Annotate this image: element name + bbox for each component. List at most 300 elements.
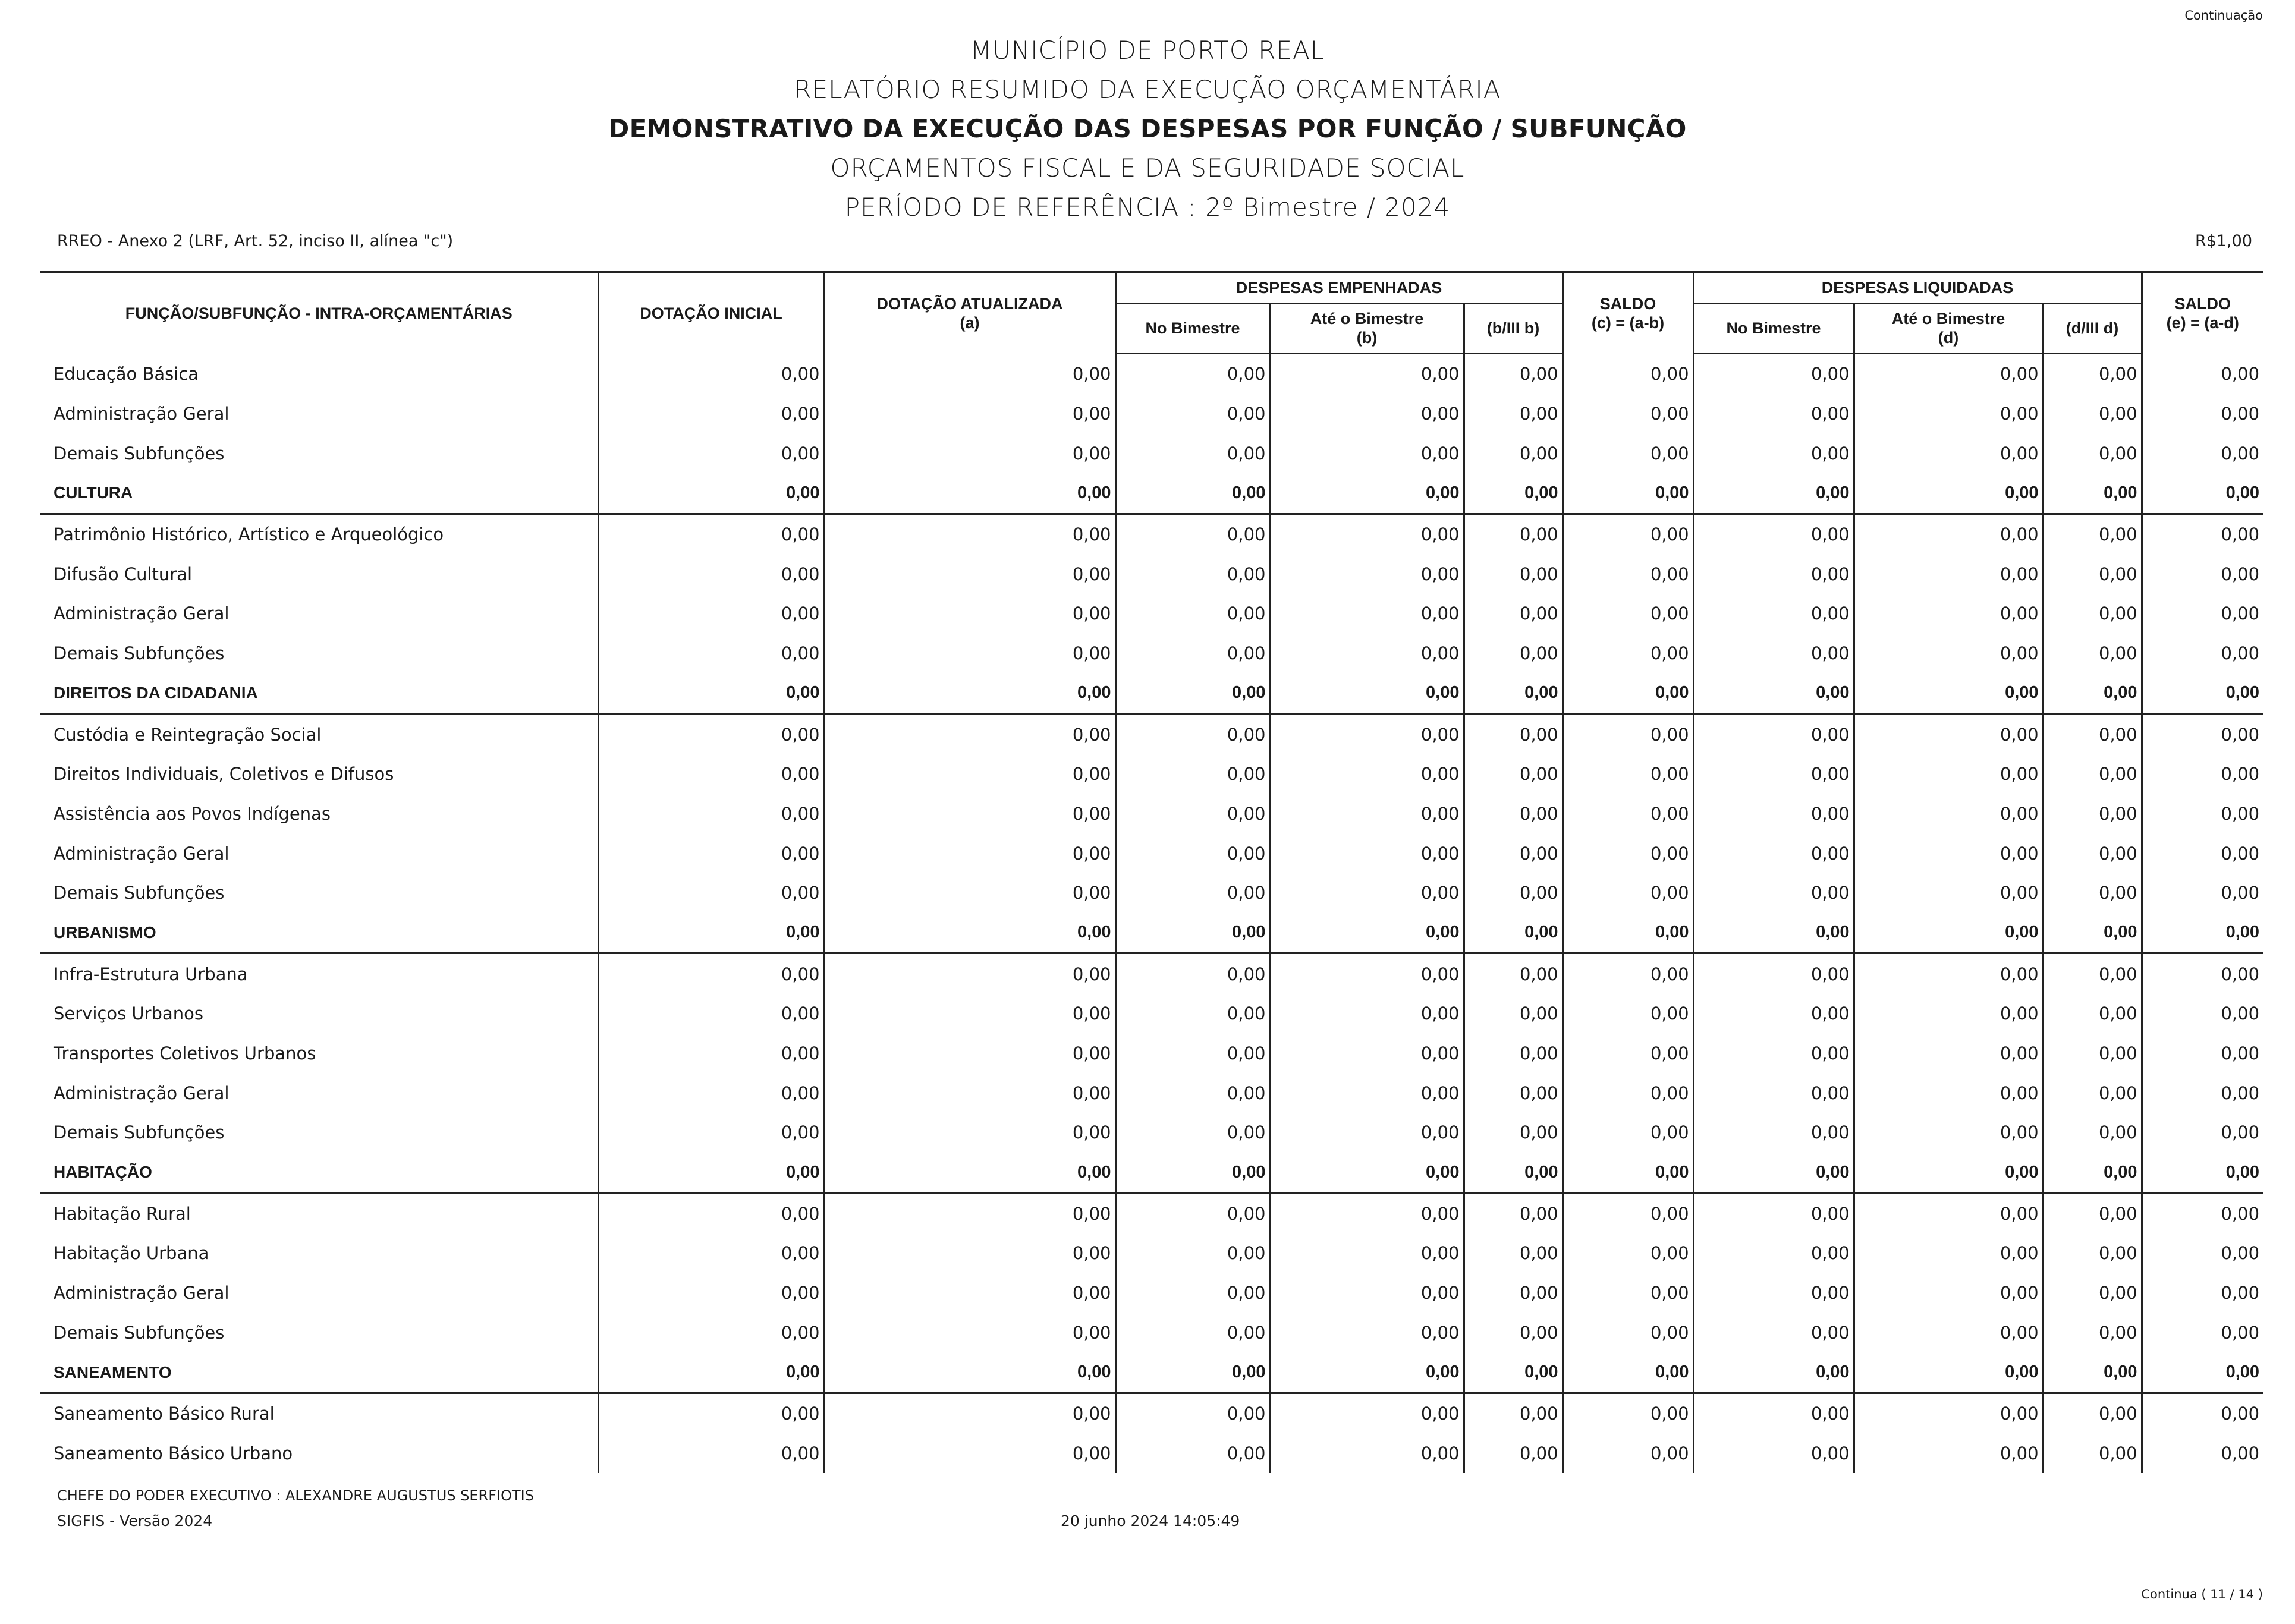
value-cell: 0,00 [1270,873,1464,913]
subfunction-label: Demais Subfunções [54,883,225,904]
function-label: SANEAMENTO [40,1352,598,1393]
value-cell: 0,00 [1270,673,1464,714]
value-cell: 0,00 [1115,873,1270,913]
value-cell: 0,00 [598,1393,824,1433]
value-cell: 0,00 [598,794,824,834]
value-cell: 0,00 [824,913,1115,953]
value-cell: 0,00 [1563,634,1693,673]
value-cell: 0,00 [1270,1034,1464,1074]
value-cell: 0,00 [1464,433,1563,473]
col-dotacao-atualizada-label: DOTAÇÃO ATUALIZADA [876,294,1063,313]
value-cell: 0,00 [1270,554,1464,594]
value-cell: 0,00 [1115,833,1270,873]
function-total-row [40,1352,2263,1393]
value-cell: 0,00 [598,1073,824,1113]
value-cell: 0,00 [1270,394,1464,434]
value-cell: 0,00 [1464,833,1563,873]
value-cell: 0,00 [1563,554,1693,594]
value-cell: 0,00 [824,1233,1115,1273]
value-cell: 0,00 [2142,1153,2263,1193]
function-total-row [40,673,2263,714]
value-cell: 0,00 [824,1352,1115,1393]
col-emp-ate-bimestre [1270,303,1464,354]
value-cell: 0,00 [1115,554,1270,594]
value-cell: 0,00 [1563,1193,1693,1233]
value-cell: 0,00 [598,634,824,673]
value-cell: 0,00 [1854,634,2043,673]
value-cell: 0,00 [1270,1273,1464,1313]
value-cell: 0,00 [1854,514,2043,554]
table-row [40,714,2263,754]
value-cell: 0,00 [1563,1393,1693,1433]
value-cell: 0,00 [2043,1073,2142,1113]
value-cell: 0,00 [1854,794,2043,834]
value-cell: 0,00 [1464,554,1563,594]
value-cell: 0,00 [1464,354,1563,394]
col-group-liquidadas: DESPESAS LIQUIDADAS [1693,272,2142,304]
value-cell: 0,00 [1563,1073,1693,1113]
table-header [40,272,2263,354]
value-cell: 0,00 [1693,1034,1854,1074]
value-cell: 0,00 [1115,1393,1270,1433]
value-cell: 0,00 [2043,433,2142,473]
subfunction-label: Demais Subfunções [54,1122,225,1143]
value-cell: 0,00 [1563,354,1693,394]
value-cell: 0,00 [1693,953,1854,994]
report-title: RELATÓRIO RESUMIDO DA EXECUÇÃO ORÇAMENTÁRIA [794,75,1501,104]
value-cell: 0,00 [824,1073,1115,1113]
reference-period: PERÍODO DE REFERÊNCIA : 2º Bimestre / 2024 [844,193,1451,222]
value-cell: 0,00 [1464,1153,1563,1193]
table-row [40,1273,2263,1313]
value-cell: 0,00 [598,1113,824,1153]
value-cell: 0,00 [2142,1434,2263,1474]
value-cell: 0,00 [2043,394,2142,434]
value-cell: 0,00 [2043,994,2142,1034]
col-liq-no-bimestre: No Bimestre [1693,303,1854,354]
subfunction-label: Serviços Urbanos [54,1003,203,1024]
value-cell: 0,00 [598,833,824,873]
function-label: DIREITOS DA CIDADANIA [40,673,598,714]
value-cell: 0,00 [2142,1233,2263,1273]
table-row [40,994,2263,1034]
value-cell: 0,00 [1563,1434,1693,1474]
value-cell: 0,00 [1854,1113,2043,1153]
value-cell: 0,00 [1115,433,1270,473]
value-cell: 0,00 [1270,473,1464,514]
value-cell: 0,00 [598,1153,824,1193]
table-row [40,1193,2263,1233]
col-saldo-e-sub: (e) = (a-d) [2166,313,2239,332]
value-cell: 0,00 [1270,833,1464,873]
value-cell: 0,00 [2142,1393,2263,1433]
value-cell: 0,00 [824,754,1115,794]
table-row [40,1434,2263,1474]
value-cell: 0,00 [824,354,1115,394]
value-cell: 0,00 [1854,1073,2043,1113]
value-cell: 0,00 [598,1352,824,1393]
value-cell: 0,00 [1270,1153,1464,1193]
value-cell: 0,00 [1464,754,1563,794]
col-dotacao-atualizada [824,272,1115,354]
value-cell: 0,00 [824,1113,1115,1153]
value-cell: 0,00 [824,1313,1115,1353]
value-cell: 0,00 [1693,1352,1854,1393]
value-cell: 0,00 [2142,634,2263,673]
col-liq-ate-bimestre-sub: (d) [1938,329,1959,347]
value-cell: 0,00 [2043,714,2142,754]
value-cell: 0,00 [1693,1434,1854,1474]
subfunction-label: Administração Geral [54,404,230,424]
value-cell: 0,00 [1854,1434,2043,1474]
value-cell: 0,00 [824,1153,1115,1193]
table-row [40,754,2263,794]
value-cell: 0,00 [1563,1352,1693,1393]
value-cell: 0,00 [1464,1313,1563,1353]
value-cell: 0,00 [1464,1073,1563,1113]
value-cell: 0,00 [1115,1233,1270,1273]
value-cell: 0,00 [1693,394,1854,434]
subfunction-label: Demais Subfunções [54,443,225,464]
value-cell: 0,00 [1270,354,1464,394]
value-cell: 0,00 [2142,594,2263,634]
value-cell: 0,00 [1115,1193,1270,1233]
value-cell: 0,00 [2142,714,2263,754]
subfunction-label: Administração Geral [54,1283,230,1304]
value-cell: 0,00 [2043,1153,2142,1193]
value-cell: 0,00 [598,554,824,594]
value-cell: 0,00 [1563,953,1693,994]
value-cell: 0,00 [1270,754,1464,794]
value-cell: 0,00 [1563,1113,1693,1153]
value-cell: 0,00 [598,1034,824,1074]
col-emp-ate-bimestre-label: Até o Bimestre [1310,310,1424,328]
value-cell: 0,00 [1693,994,1854,1034]
table-row [40,1313,2263,1353]
executive-chief: CHEFE DO PODER EXECUTIVO : ALEXANDRE AUGUSTUS SERFIOTIS [57,1487,534,1504]
value-cell: 0,00 [2142,1113,2263,1153]
generated-datetime: 20 junho 2024 14:05:49 [1061,1512,1240,1529]
value-cell: 0,00 [1693,1073,1854,1113]
col-funcao: FUNÇÃO/SUBFUNÇÃO - INTRA-ORÇAMENTÁRIAS [125,304,513,322]
budget-scope: ORÇAMENTOS FISCAL E DA SEGURIDADE SOCIAL [830,153,1465,182]
value-cell: 0,00 [1464,794,1563,834]
value-cell: 0,00 [1693,514,1854,554]
value-cell: 0,00 [2043,1434,2142,1474]
table-row [40,554,2263,594]
value-cell: 0,00 [2043,1393,2142,1433]
value-cell: 0,00 [2142,673,2263,714]
value-cell: 0,00 [1464,594,1563,634]
value-cell: 0,00 [1464,1233,1563,1273]
value-cell: 0,00 [1693,594,1854,634]
col-emp-pct: (b/III b) [1464,303,1563,354]
subfunction-label: Administração Geral [54,843,230,864]
municipality-title: MUNICÍPIO DE PORTO REAL [970,36,1325,65]
value-cell: 0,00 [1854,1034,2043,1074]
value-cell: 0,00 [824,1434,1115,1474]
value-cell: 0,00 [1563,594,1693,634]
subfunction-label: Habitação Urbana [54,1243,209,1264]
value-cell: 0,00 [2043,1193,2142,1233]
value-cell: 0,00 [1270,1352,1464,1393]
value-cell: 0,00 [1854,1352,2043,1393]
value-cell: 0,00 [1115,594,1270,634]
value-cell: 0,00 [1464,394,1563,434]
value-cell: 0,00 [824,1034,1115,1074]
value-cell: 0,00 [1693,873,1854,913]
value-cell: 0,00 [2043,1352,2142,1393]
value-cell: 0,00 [1270,1073,1464,1113]
value-cell: 0,00 [1270,594,1464,634]
value-cell: 0,00 [1270,514,1464,554]
value-cell: 0,00 [1693,913,1854,953]
value-cell: 0,00 [1115,354,1270,394]
col-saldo-c-sub: (c) = (a-b) [1591,313,1665,332]
value-cell: 0,00 [2142,873,2263,913]
table-row [40,594,2263,634]
value-cell: 0,00 [598,514,824,554]
value-cell: 0,00 [598,913,824,953]
value-cell: 0,00 [1854,1233,2043,1273]
subfunction-label: Administração Geral [54,1082,230,1103]
value-cell: 0,00 [1563,994,1693,1034]
col-saldo-e [2142,272,2263,354]
value-cell: 0,00 [1464,953,1563,994]
function-label: URBANISMO [40,913,598,953]
value-cell: 0,00 [2043,354,2142,394]
value-cell: 0,00 [2043,794,2142,834]
value-cell: 0,00 [1464,473,1563,514]
value-cell: 0,00 [598,1313,824,1353]
value-cell: 0,00 [1563,833,1693,873]
value-cell: 0,00 [598,354,824,394]
value-cell: 0,00 [1115,1352,1270,1393]
function-label: CULTURA [40,473,598,514]
value-cell: 0,00 [1464,634,1563,673]
value-cell: 0,00 [1854,953,2043,994]
value-cell: 0,00 [1464,1193,1563,1233]
table-row [40,634,2263,673]
annex-reference: RREO - Anexo 2 (LRF, Art. 52, inciso II, alínea "c") [57,232,454,250]
value-cell: 0,00 [824,873,1115,913]
col-emp-ate-bimestre-sub: (b) [1356,329,1378,347]
value-cell: 0,00 [2142,913,2263,953]
value-cell: 0,00 [2043,1273,2142,1313]
value-cell: 0,00 [598,433,824,473]
value-cell: 0,00 [598,953,824,994]
value-cell: 0,00 [1115,1434,1270,1474]
value-cell: 0,00 [1693,473,1854,514]
value-cell: 0,00 [1693,1153,1854,1193]
value-cell: 0,00 [2142,833,2263,873]
value-cell: 0,00 [1693,433,1854,473]
value-cell: 0,00 [1563,673,1693,714]
value-cell: 0,00 [1854,1273,2043,1313]
col-saldo-c-label: SALDO [1599,294,1656,313]
value-cell: 0,00 [1115,1273,1270,1313]
value-cell: 0,00 [1270,913,1464,953]
value-cell: 0,00 [2142,473,2263,514]
value-cell: 0,00 [1115,1073,1270,1113]
value-cell: 0,00 [2142,554,2263,594]
value-cell: 0,00 [1464,1352,1563,1393]
value-cell: 0,00 [1563,1313,1693,1353]
value-cell: 0,00 [1115,514,1270,554]
continuation-label-top: Continuação [2184,8,2263,23]
value-cell: 0,00 [1854,754,2043,794]
value-cell: 0,00 [1115,754,1270,794]
value-cell: 0,00 [1854,1153,2043,1193]
value-cell: 0,00 [1270,1313,1464,1353]
value-cell: 0,00 [1693,634,1854,673]
value-cell: 0,00 [1464,673,1563,714]
col-emp-no-bimestre: No Bimestre [1115,303,1270,354]
value-cell: 0,00 [1115,1034,1270,1074]
value-cell: 0,00 [1115,1153,1270,1193]
subfunction-label: Patrimônio Histórico, Artístico e Arqueológico [54,524,444,545]
value-cell: 0,00 [1854,594,2043,634]
value-cell: 0,00 [2043,953,2142,994]
value-cell: 0,00 [2043,673,2142,714]
function-total-row [40,913,2263,953]
value-cell: 0,00 [1693,714,1854,754]
col-liq-pct: (d/III d) [2043,303,2142,354]
value-cell: 0,00 [1270,1193,1464,1233]
value-cell: 0,00 [1464,994,1563,1034]
value-cell: 0,00 [1115,634,1270,673]
value-cell: 0,00 [1115,953,1270,994]
table-row [40,433,2263,473]
table-row [40,514,2263,554]
value-cell: 0,00 [2043,873,2142,913]
value-cell: 0,00 [824,1393,1115,1433]
value-cell: 0,00 [2142,794,2263,834]
value-cell: 0,00 [1693,1193,1854,1233]
subfunction-label: Assistência aos Povos Indígenas [54,803,331,824]
value-cell: 0,00 [1270,634,1464,673]
value-cell: 0,00 [598,394,824,434]
value-cell: 0,00 [598,1193,824,1233]
value-cell: 0,00 [598,1233,824,1273]
subfunction-label: Habitação Rural [54,1203,191,1224]
value-cell: 0,00 [824,714,1115,754]
value-cell: 0,00 [1464,1273,1563,1313]
value-cell: 0,00 [2142,1193,2263,1233]
table-row [40,1034,2263,1074]
col-liq-ate-bimestre [1854,303,2043,354]
col-saldo-c [1563,272,1693,354]
value-cell: 0,00 [1270,1434,1464,1474]
value-cell: 0,00 [824,473,1115,514]
table-row [40,1113,2263,1153]
value-cell: 0,00 [824,594,1115,634]
value-cell: 0,00 [1854,554,2043,594]
expense-table [40,271,2263,1473]
value-cell: 0,00 [824,673,1115,714]
value-cell: 0,00 [1854,873,2043,913]
value-cell: 0,00 [824,433,1115,473]
subfunction-label: Demais Subfunções [54,1322,225,1343]
value-cell: 0,00 [824,634,1115,673]
value-cell: 0,00 [598,1273,824,1313]
value-cell: 0,00 [2142,1073,2263,1113]
value-cell: 0,00 [2142,1313,2263,1353]
value-cell: 0,00 [1563,473,1693,514]
value-cell: 0,00 [1115,1313,1270,1353]
value-cell: 0,00 [598,873,824,913]
value-cell: 0,00 [2142,433,2263,473]
value-cell: 0,00 [2043,913,2142,953]
value-cell: 0,00 [824,794,1115,834]
value-cell: 0,00 [1464,1034,1563,1074]
value-cell: 0,00 [2142,994,2263,1034]
value-cell: 0,00 [1563,394,1693,434]
value-cell: 0,00 [2043,1034,2142,1074]
value-cell: 0,00 [824,953,1115,994]
subfunction-label: Saneamento Básico Urbano [54,1443,293,1464]
subfunction-label: Saneamento Básico Rural [54,1403,275,1424]
value-cell: 0,00 [1115,794,1270,834]
value-cell: 0,00 [2142,354,2263,394]
value-cell: 0,00 [1563,1273,1693,1313]
value-cell: 0,00 [1693,1313,1854,1353]
value-cell: 0,00 [598,994,824,1034]
table-row [40,354,2263,394]
subfunction-label: Difusão Cultural [54,564,193,584]
value-cell: 0,00 [2043,634,2142,673]
value-cell: 0,00 [1563,1034,1693,1074]
value-cell: 0,00 [2043,554,2142,594]
value-cell: 0,00 [1464,1113,1563,1153]
subfunction-label: Administração Geral [54,603,230,624]
value-cell: 0,00 [1270,1113,1464,1153]
value-cell: 0,00 [824,514,1115,554]
value-cell: 0,00 [1563,794,1693,834]
value-cell: 0,00 [2142,1352,2263,1393]
value-cell: 0,00 [1270,1393,1464,1433]
table-body [40,354,2263,1474]
value-cell: 0,00 [598,473,824,514]
value-cell: 0,00 [1270,1233,1464,1273]
value-cell: 0,00 [1563,433,1693,473]
report-header [0,31,2295,227]
value-cell: 0,00 [1693,754,1854,794]
value-cell: 0,00 [1115,473,1270,514]
subfunction-label: Transportes Coletivos Urbanos [54,1043,316,1064]
col-group-empenhadas: DESPESAS EMPENHADAS [1115,272,1563,304]
value-cell: 0,00 [1270,433,1464,473]
value-cell: 0,00 [1693,354,1854,394]
value-cell: 0,00 [2043,754,2142,794]
value-cell: 0,00 [1464,1434,1563,1474]
currency-unit: R$1,00 [2195,232,2252,250]
value-cell: 0,00 [1115,714,1270,754]
value-cell: 0,00 [1854,1193,2043,1233]
value-cell: 0,00 [1464,873,1563,913]
value-cell: 0,00 [598,1434,824,1474]
statement-title: DEMONSTRATIVO DA EXECUÇÃO DAS DESPESAS POR FUNÇÃO / SUBFUNÇÃO [608,114,1687,143]
value-cell: 0,00 [1563,1153,1693,1193]
value-cell: 0,00 [824,833,1115,873]
continuation-label-bottom: Continua ( 11 / 14 ) [2141,1587,2263,1601]
value-cell: 0,00 [1854,833,2043,873]
value-cell: 0,00 [824,1193,1115,1233]
value-cell: 0,00 [598,673,824,714]
value-cell: 0,00 [824,994,1115,1034]
subfunction-label: Direitos Individuais, Coletivos e Difusos [54,764,394,785]
table-row [40,1073,2263,1113]
